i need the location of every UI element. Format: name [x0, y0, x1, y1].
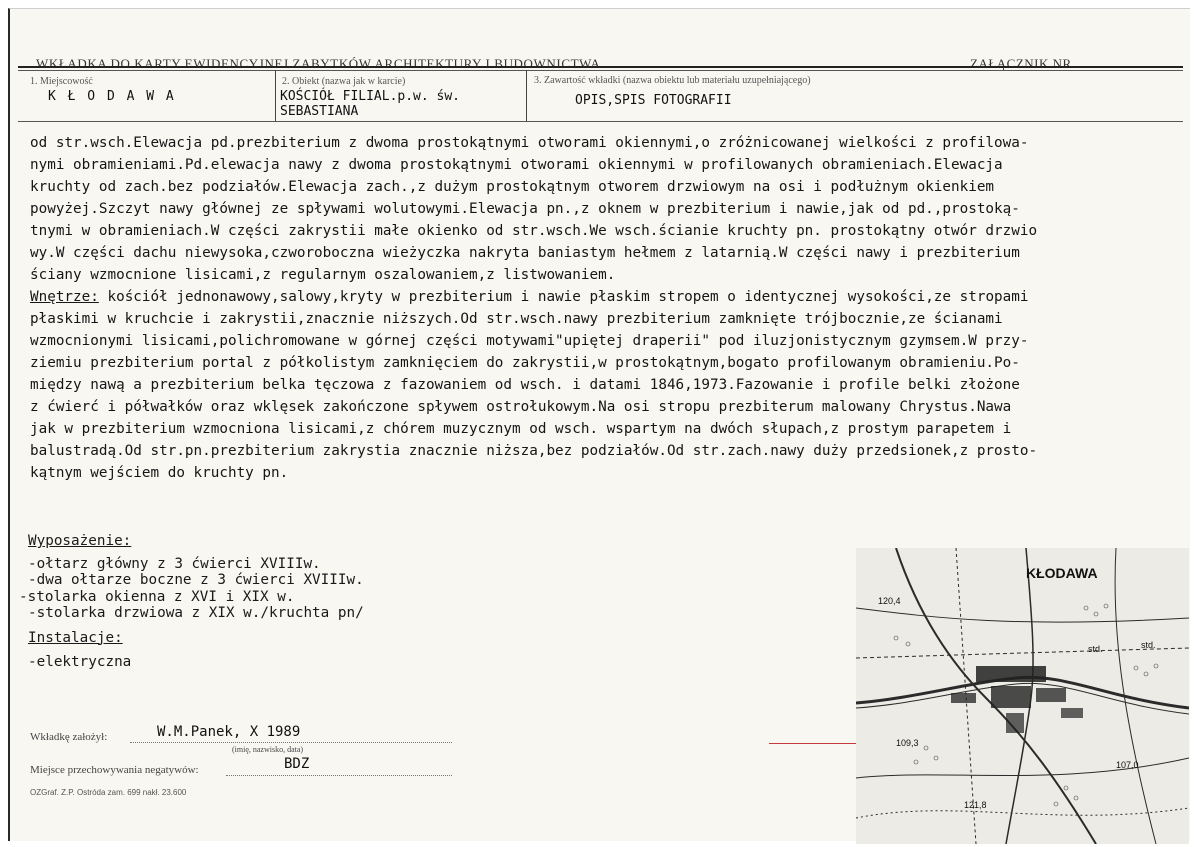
- form-title: WKŁADKA DO KARTY EWIDENCYJNEJ ZABYTKÓW ARCHITEKTURY I BUDOWNICTWA: [36, 56, 601, 71]
- author-label: Wkładkę założył:: [30, 731, 108, 743]
- interior-line: z ćwierć i półwałków oraz wklęsek zakończone spływem ostrołukowym.Na osi stropu prezbiterum malowany Chrystus.Nawa: [30, 399, 1012, 415]
- equipment-item: -stolarka okienna z XVI i XIX w.: [19, 588, 295, 605]
- description-text: [30, 132, 1180, 484]
- map-label: 109,3: [896, 738, 919, 748]
- author-value: W.M.Panek, X 1989: [157, 724, 301, 740]
- interior-line: wzmocnionymi lisicami,polichromowane w górnej części motywami"upiętej draperii" pod iluzjonistycznym gzymsem.W przy-: [30, 333, 1029, 349]
- attachment-number-label: ZAŁĄCZNIK NR: [970, 56, 1072, 71]
- map-drawing: [856, 548, 1189, 844]
- print-info: OZGraf. Z.P. Ostróda zam. 699 nakł. 23.600: [30, 788, 187, 797]
- contents-value: OPIS,SPIS FOTOGRAFII: [575, 93, 732, 108]
- map-label: 120,4: [878, 596, 901, 606]
- field-divider-2: [526, 70, 527, 121]
- interior-line: kątnym wejściem do kruchty pn.: [30, 465, 289, 481]
- equipment-item: -stolarka drzwiowa z XIX w./kruchta pn/: [28, 605, 364, 621]
- map-label: 107,0: [1116, 760, 1139, 770]
- description-line: wy.W części dachu niewysoka,czworoboczna wieżyczka nakryta baniastym hełmem z latarnią.W części nawy i prezbiterium: [30, 245, 1020, 261]
- equipment-item: -ołtarz główny z 3 ćwierci XVIIIw.: [28, 555, 321, 572]
- installations-heading: Instalacje:: [28, 629, 123, 646]
- equipment-section: [19, 533, 364, 671]
- description-line: od str.wsch.Elewacja pd.prezbiterium z dwoma prostokątnymi otworami okiennymi,o zróżnicowanej wielkości z profilowa-: [30, 135, 1029, 151]
- author-dots: [130, 742, 452, 743]
- negative-location-value: BDZ: [284, 756, 310, 772]
- map-pointer-line: [769, 743, 859, 744]
- interior-line: między nawą a prezbiterium belka tęczowa z fazowaniem od wsch. i datami 1846,1973.Fazowanie i profile belki złożone: [30, 377, 1020, 393]
- interior-line: ziemiu prezbiterium portal z półkolistym zamknięciem do zakrystii,w prostokątnym,bogato profilowanym obramieniu.Po-: [30, 355, 1020, 371]
- fields-bottom-rule: [18, 121, 1183, 122]
- map-label: std.: [1088, 644, 1103, 654]
- locality-label: 1. Miejscowość: [30, 76, 93, 87]
- description-line: powyżej.Szczyt nawy głównej ze spływami wolutowymi.Elewacja pn.,z oknem w prezbiterium i nawie,jak od pd.,prostoką-: [30, 201, 1020, 217]
- object-label: 2. Obiekt (nazwa jak w karcie): [282, 76, 406, 87]
- object-value-line1: KOŚCIÓŁ FILIAL.p.w. św.: [280, 89, 461, 104]
- object-value-line2: SEBASTIANA: [280, 104, 359, 119]
- interior-paragraph-start: [30, 286, 1180, 308]
- location-map: [856, 548, 1189, 844]
- header-rule: [18, 66, 1183, 68]
- interior-line: balustradą.Od str.pn.prezbiterium zakrystia znacznie niższa,bez podziałów.Od str.zach.nawy duży przedsionek,z prosto-: [30, 443, 1038, 459]
- map-title: KŁODAWA: [1026, 565, 1098, 581]
- description-line: kruchty od zach.bez podziałów.Elewacja zach.,z dużym prostokątnym otworem drzwiowym na osi i podłużnym okienkiem: [30, 179, 995, 195]
- contents-label: 3. Zawartość wkładki (nazwa obiektu lub materiału uzupełniającego): [534, 75, 811, 86]
- interior-heading: Wnętrze:: [30, 289, 99, 305]
- negative-location-label: Miejsce przechowywania negatywów:: [30, 764, 199, 776]
- locality-value: K Ł O D A W A: [48, 89, 176, 104]
- field-divider-1: [275, 70, 276, 121]
- interior-first-line: kościół jednonawowy,salowy,kryty w prezbiterium i nawie płaskim stropem o identycznej wysokości,ze stropami: [98, 289, 1029, 305]
- map-label: std.: [1141, 640, 1156, 650]
- author-hint: (imię, nazwisko, data): [232, 745, 304, 754]
- interior-line: płaskimi w kruchcie i zakrystii,znacznie niższych.Od str.wsch.nawy prezbiterium zamknięte trójbocznie,ze ścianami: [30, 311, 1003, 327]
- equipment-item: -dwa ołtarze boczne z 3 ćwierci XVIIIw.: [28, 572, 364, 588]
- interior-line: jak w prezbiterium wzmocniona lisicami,z chórem muzycznym od wsch. wspartym na dwóch słupach,z prostym parapetem i: [30, 421, 1012, 437]
- map-label: 121,8: [964, 800, 987, 810]
- description-line: ściany wzmocnione lisicami,z regularnym oszalowaniem,z listwowaniem.: [30, 267, 616, 283]
- header-rule-thin: [18, 70, 1183, 71]
- installations-item: -elektryczna: [28, 654, 132, 670]
- equipment-heading: Wyposażenie:: [28, 533, 132, 549]
- negative-dots: [226, 775, 452, 776]
- description-line: nymi obramieniami.Pd.elewacja nawy z dwoma prostokątnymi otworami okiennymi w profilowanych obramieniach.Elewacja: [30, 157, 1003, 173]
- description-line: tnymi w obramieniach.W części zakrystii małe okienko od str.wsch.We wsch.ścianie kruchty pn. prostokątny otwór drzwio: [30, 223, 1038, 239]
